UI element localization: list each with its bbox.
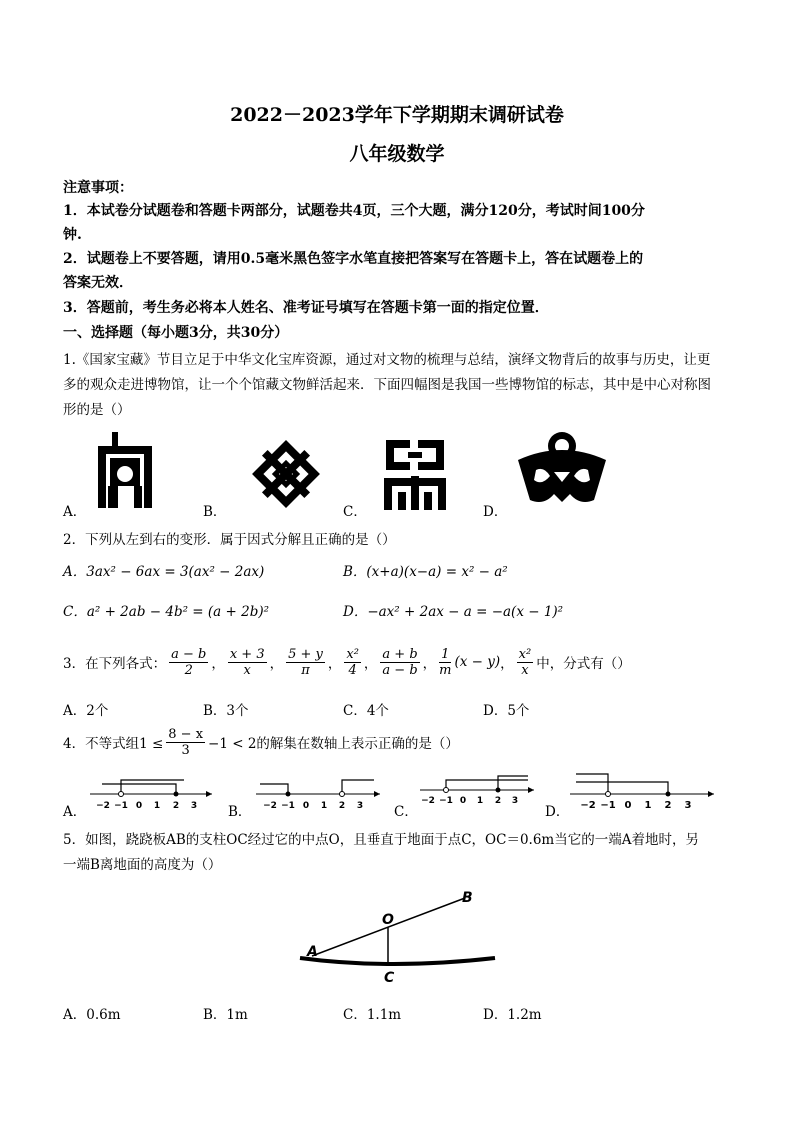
q3-mid: (x − y) <box>454 654 501 670</box>
q5-option-b: B．1m <box>203 1007 248 1023</box>
q4-frac: $\frac{8 - x}{3}$ <box>168 726 204 758</box>
q3-frac-2: $\frac{x + 3}{x}$ <box>229 646 265 678</box>
q5-line2: 一端B离地面的高度为（） <box>63 857 222 873</box>
tick-label: 0 <box>459 796 467 806</box>
notice-item2a: 2．试题卷上不要答题，请用0.5毫米黑色签字水笔直接把答案写在答题卡上，答在试题卷上的 <box>63 251 644 267</box>
tick-label: −2 <box>263 801 277 811</box>
q4-option-a: A． <box>63 804 87 820</box>
q1-line3: 形的是（） <box>63 402 131 418</box>
page-subtitle: 八年级数学 <box>349 143 445 165</box>
q5-line1: 5．如图，跷跷板AB的支柱OC经过它的中点O，且垂直于地面于点C，OC＝0.6m当它的一端A着地时，另 <box>63 832 699 848</box>
notice-heading: 注意事项： <box>63 180 133 196</box>
q3-frac-1: $\frac{a - b}{2}$ <box>171 646 207 678</box>
q4-option-d: D． <box>545 804 570 820</box>
tick-label: 0 <box>302 801 310 811</box>
q4-option-b: B． <box>228 804 252 820</box>
q3-suffix: 中，分式有（） <box>536 656 631 672</box>
q3-option-b: B．3个 <box>203 703 249 719</box>
notice-item1a: 1．本试卷分试题卷和答题卡两部分，试题卷共4页，三个大题，满分120分，考试时间100分 <box>63 203 645 219</box>
q1-line2: 多的观众走进博物馆，让一个个馆藏文物鲜活起来．下面四幅图是我国一些博物馆的标志，其中是中心对称图 <box>63 377 711 393</box>
q2-option-c: C．a² + 2ab − 4b² = (a + 2b)² <box>63 604 270 620</box>
q3-frac-5: $\frac{a + b}{a - b}$ <box>382 646 418 678</box>
q3-stem: 3．在下列各式： $\frac{a - b}{2}$ ， $\frac{x + 3}{x}$ ， $\frac{5 + y}{\pi}$ ， $\frac{\text{x²}}{4}$ ， $\frac{a + b}{a - b}$ ， $\frac{1}{m}$ (x − y) ， $\frac{\text{x²}}{x}$ 中，分式有（） <box>63 646 631 678</box>
q1-line1: 1.《国家宝藏》节目立足于中华文化宝库资源，通过对文物的梳理与总结，演绎文物背后的故事与历史，让更 <box>63 352 711 368</box>
q3-frac-6: $\frac{1}{m}$ <box>439 646 452 678</box>
tick-label: −1 <box>281 801 295 811</box>
tick-label: 3 <box>190 801 198 811</box>
q3-option-d: D．5个 <box>483 703 530 719</box>
q2-option-b: B．(x+a)(x−a) = x² − a² <box>343 564 508 580</box>
tick-label: 1 <box>644 800 652 811</box>
q3-option-a: A．2个 <box>63 703 109 719</box>
q4-prefix: 4．不等式组1 ≤ <box>63 736 164 752</box>
tick-label: −2 <box>96 801 110 811</box>
q2-option-d: D．−ax² + 2ax − a = −a(x − 1)² <box>343 604 564 620</box>
tick-label: 3 <box>356 801 364 811</box>
museum-logo-c <box>380 436 450 512</box>
point-label-c: C <box>384 970 395 986</box>
museum-logo-b <box>248 436 324 512</box>
q2-stem: 2．下列从左到右的变形．属于因式分解且正确的是（） <box>63 532 396 548</box>
point-label-a: A <box>307 944 318 960</box>
q4-suffix: −1 < 2的解集在数轴上表示正确的是（） <box>208 736 459 752</box>
tick-label: 3 <box>684 800 692 811</box>
tick-label: 2 <box>172 801 180 811</box>
q5-option-c: C．1.1m <box>343 1007 402 1023</box>
q5-option-d: D．1.2m <box>483 1007 542 1023</box>
q3-option-c: C．4个 <box>343 703 389 719</box>
number-line-a <box>88 772 216 812</box>
page-title: 2022－2023学年下学期期末调研试卷 <box>230 104 564 126</box>
q4-stem <box>63 722 459 762</box>
q3-prefix: 3．在下列各式： <box>63 656 167 672</box>
q1-option-b: B． <box>203 504 227 520</box>
tick-label: −2 <box>421 796 435 806</box>
q1-option-a: A． <box>63 504 87 520</box>
tick-label: 0 <box>624 800 632 811</box>
tick-label: −1 <box>114 801 128 811</box>
number-line-d <box>568 768 718 812</box>
q4-option-c: C． <box>394 804 418 820</box>
museum-logo-a <box>90 432 160 512</box>
tick-label: 2 <box>494 796 502 806</box>
seesaw-diagram <box>290 880 510 990</box>
tick-label: −1 <box>439 796 453 806</box>
tick-label: 2 <box>664 800 672 811</box>
notice-item2b: 答案无效． <box>63 275 133 291</box>
q2-option-a: A．3ax² − 6ax = 3(ax² − 2ax) <box>63 564 265 580</box>
tick-label: 0 <box>135 801 143 811</box>
q5-option-a: A．0.6m <box>63 1007 121 1023</box>
tick-label: 3 <box>511 796 519 806</box>
notice-item3: 3．答题前，考生务必将本人姓名、准考证号填写在答题卡第一面的指定位置． <box>63 300 549 316</box>
q3-frac-7: $\frac{\text{x²}}{x}$ <box>518 646 532 678</box>
q1-option-c: C． <box>343 504 367 520</box>
point-label-o: O <box>382 912 394 928</box>
tick-label: −1 <box>600 800 616 811</box>
tick-label: 1 <box>320 801 328 811</box>
section-heading: 一、选择题（每小题3分，共30分） <box>63 325 289 341</box>
q1-option-d: D． <box>483 504 508 520</box>
point-label-b: B <box>462 890 473 906</box>
tick-label: −2 <box>580 800 596 811</box>
tick-label: 2 <box>338 801 346 811</box>
q3-frac-4: $\frac{\text{x²}}{4}$ <box>346 646 359 678</box>
q3-frac-3: $\frac{5 + y}{\pi}$ <box>288 646 323 678</box>
number-line-c <box>418 770 538 810</box>
notice-item1b: 钟. <box>63 227 82 243</box>
number-line-b <box>254 772 384 812</box>
museum-logo-d <box>514 430 610 510</box>
tick-label: 1 <box>476 796 484 806</box>
tick-label: 1 <box>153 801 161 811</box>
